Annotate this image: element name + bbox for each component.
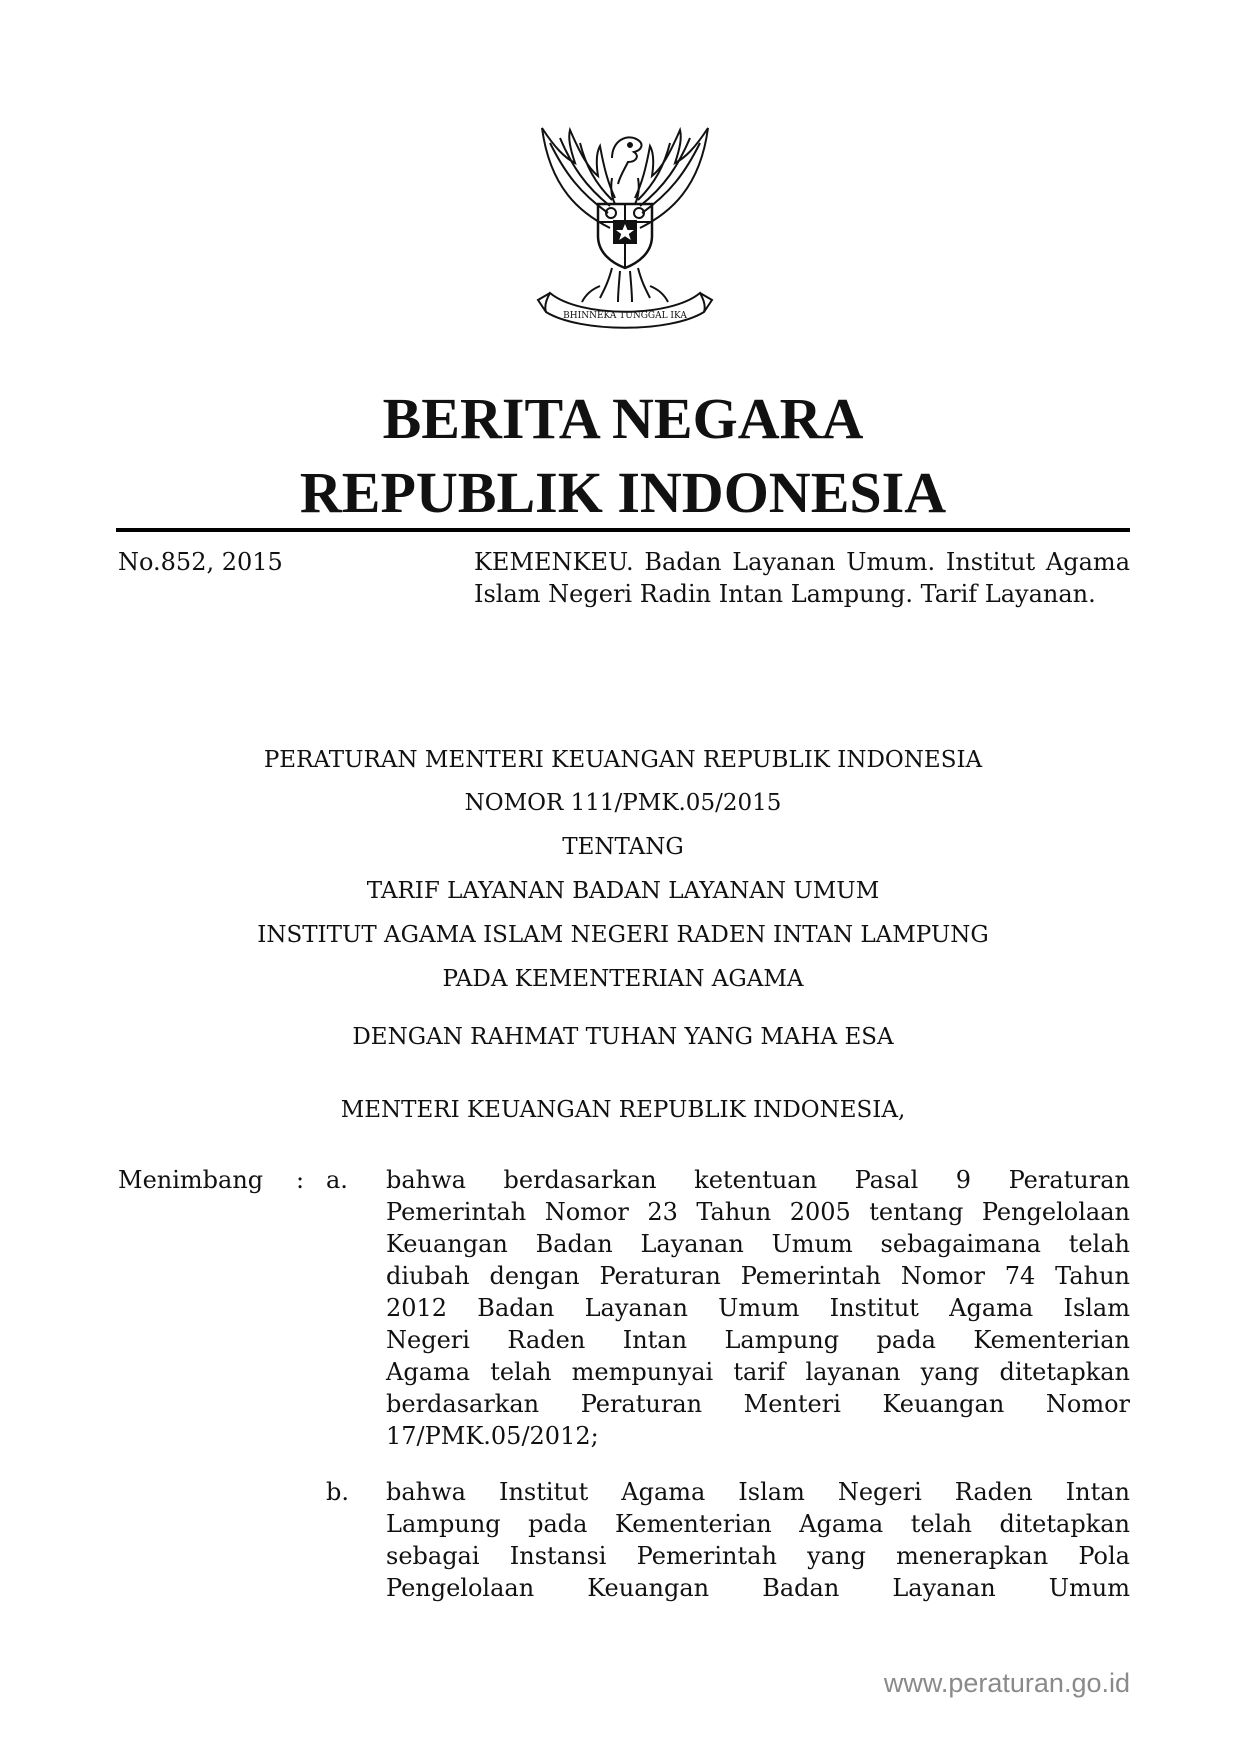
footer-url: www.peraturan.go.id [883, 1668, 1130, 1698]
item-a-marker: a. [326, 1166, 348, 1194]
item-a-line: Pemerintah Nomor 23 Tahun 2005 tentang Pengelolaan [386, 1198, 1130, 1226]
item-a-line: Agama telah mempunyai tarif layanan yang ditetapkan [386, 1358, 1130, 1386]
regulation-subject-line3: PADA KEMENTERIAN AGAMA [442, 966, 804, 992]
gazette-description: KEMENKEU. Badan Layanan Umum. Institut Agama Islam Negeri Radin Intan Lampung. Tarif Layanan. [474, 548, 1130, 608]
item-a-line: diubah dengan Peraturan Pemerintah Nomor 74 Tahun [386, 1262, 1130, 1290]
item-b-line: Lampung pada Kementerian Agama telah ditetapkan [386, 1510, 1130, 1538]
regulation-title: PERATURAN MENTERI KEUANGAN REPUBLIK INDONESIA [263, 747, 983, 773]
regulation-number: NOMOR 111/PMK.05/2015 [464, 790, 782, 816]
item-a-line: Keuangan Badan Layanan Umum sebagaimana telah [386, 1230, 1130, 1258]
item-b-line: Pengelolaan Keuangan Badan Layanan Umum [386, 1574, 1130, 1602]
item-a-line: berdasarkan Peraturan Menteri Keuangan Nomor [386, 1390, 1130, 1418]
motto-ribbon-text: BHINNEKA TUNGGAL IKA [563, 311, 687, 321]
masthead-line2: REPUBLIK INDONESIA [299, 460, 947, 525]
item-b-line: sebagai Instansi Pemerintah yang menerapkan Pola [386, 1542, 1130, 1570]
regulation-about: TENTANG [562, 834, 684, 860]
invocation: DENGAN RAHMAT TUHAN YANG MAHA ESA [352, 1024, 894, 1050]
regulation-subject-line1: TARIF LAYANAN BADAN LAYANAN UMUM [366, 878, 880, 904]
issuer: MENTERI KEUANGAN REPUBLIK INDONESIA, [340, 1097, 906, 1123]
item-a-line: 2012 Badan Layanan Umum Institut Agama Islam [386, 1294, 1130, 1322]
item-b-line: bahwa Institut Agama Islam Negeri Raden Intan [386, 1478, 1130, 1506]
considering-item-a [386, 1164, 1130, 1452]
garuda-pancasila-emblem [520, 118, 730, 338]
gazette-number: No.852, 2015 [118, 548, 283, 576]
item-a-line: Negeri Raden Intan Lampung pada Kementerian [386, 1326, 1130, 1354]
item-a-line: bahwa berdasarkan ketentuan Pasal 9 Peraturan [386, 1166, 1130, 1194]
masthead-line1: BERITA NEGARA [382, 386, 864, 451]
considering-colon: : [296, 1166, 305, 1194]
considering-label: Menimbang [118, 1166, 264, 1194]
header-divider [116, 528, 1130, 532]
item-a-line: 17/PMK.05/2012; [386, 1422, 599, 1450]
considering-item-b [386, 1476, 1130, 1604]
item-b-marker: b. [326, 1478, 349, 1506]
regulation-subject-line2: INSTITUT AGAMA ISLAM NEGERI RADEN INTAN LAMPUNG [257, 922, 989, 948]
